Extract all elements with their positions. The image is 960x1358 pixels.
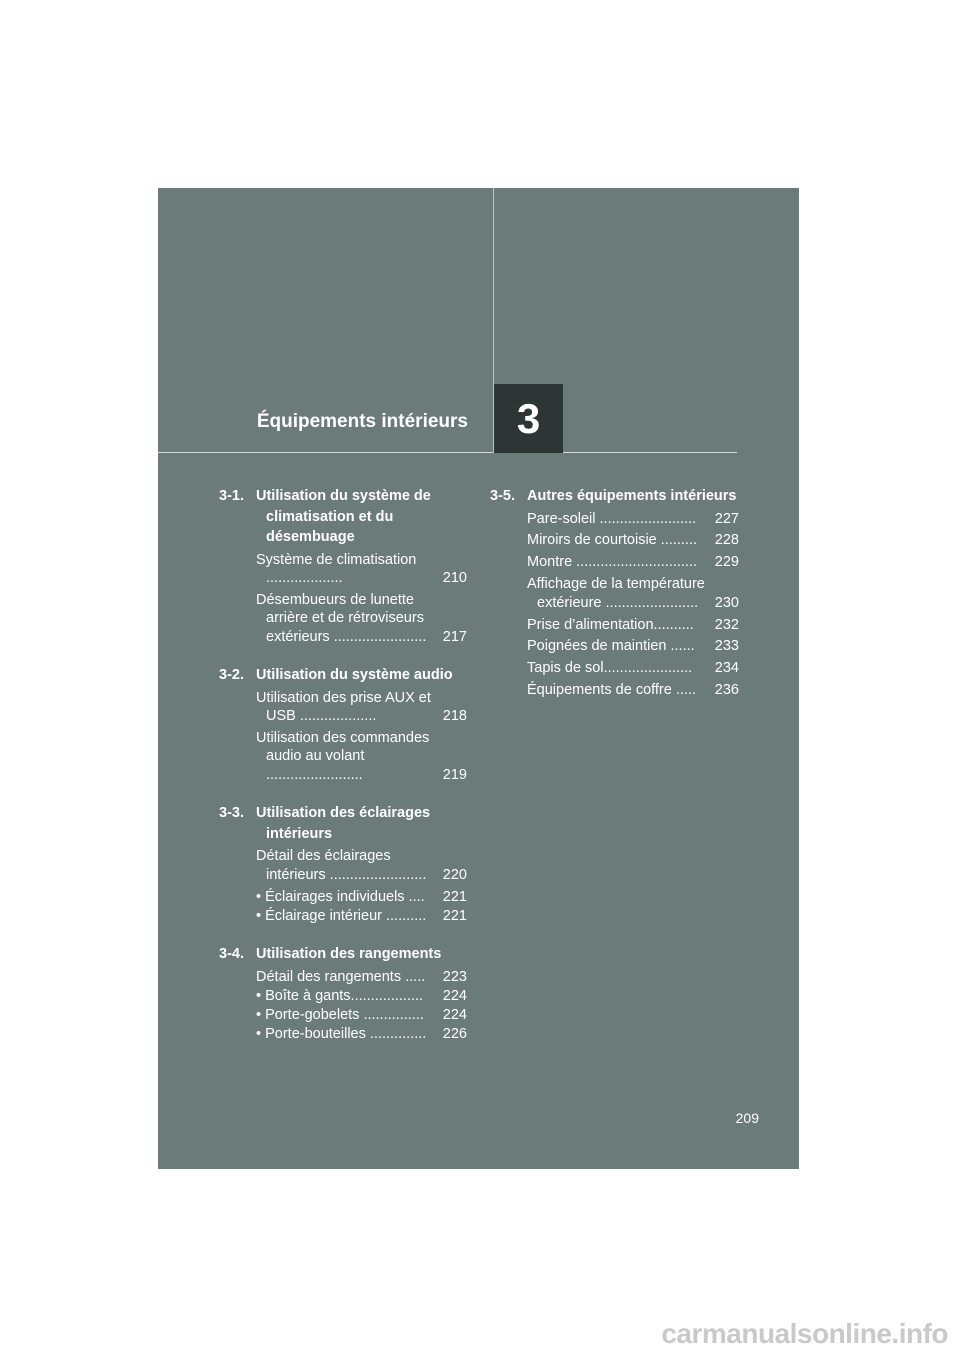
toc-entry[interactable] (219, 591, 467, 647)
toc-entry[interactable] (219, 551, 467, 588)
toc-entry[interactable] (219, 729, 467, 785)
section-number: 3-5. (490, 488, 515, 504)
toc-entry[interactable] (490, 553, 739, 572)
toc-entry[interactable] (219, 888, 467, 907)
toc-entry-page: 233 (714, 638, 739, 655)
toc-entry-page: 221 (442, 888, 467, 905)
toc-entry-page: 217 (442, 628, 467, 645)
toc-entry[interactable] (490, 637, 739, 656)
toc-entry[interactable] (219, 968, 467, 987)
page-number: 209 (735, 1110, 759, 1126)
chapter-title: Équipements intérieurs (256, 411, 468, 432)
toc-entry-text: • Éclairage intérieur .......... (256, 907, 427, 924)
toc-entry-text: Miroirs de courtoisie ......... (527, 532, 698, 549)
toc-entry-page: 221 (442, 907, 467, 924)
toc-entry-text: Utilisation des prise AUX et USB ................... (256, 689, 431, 725)
section-title: Utilisation des éclairages intérieurs (256, 805, 431, 842)
toc-entry-page: 224 (442, 1006, 467, 1023)
toc-entry-page: 228 (714, 532, 739, 549)
toc-entry[interactable] (219, 907, 467, 926)
toc-section (490, 486, 739, 700)
toc-entry-text: Pare-soleil ........................ (527, 510, 697, 527)
toc-entry-page: 218 (442, 708, 467, 725)
toc-column-right (490, 486, 739, 719)
toc-entry[interactable] (219, 847, 467, 884)
chapter-number-badge (493, 384, 563, 453)
toc-entry[interactable] (490, 681, 739, 700)
toc-entry-text: • Éclairages individuels .... (256, 888, 425, 905)
toc-entry-text: Désembueurs de lunette arrière et de rétroviseurs extérieurs ....................... (256, 591, 427, 645)
toc-entry[interactable] (219, 987, 467, 1006)
toc-entry[interactable] (490, 616, 739, 635)
section-number: 3-1. (219, 488, 244, 504)
toc-entry[interactable] (490, 510, 739, 529)
toc-entry[interactable] (219, 689, 467, 726)
toc-entry-page: 234 (714, 660, 739, 677)
toc-entry-page: 229 (714, 554, 739, 571)
toc-entry-page: 210 (442, 570, 467, 586)
toc-entry[interactable] (490, 659, 739, 678)
toc-entry-text: • Porte-gobelets ............... (256, 1006, 424, 1023)
toc-section (219, 665, 467, 784)
toc-entry-text: Équipements de coffre ..... (527, 682, 696, 699)
toc-entry-text: Utilisation des commandes audio au volant ........................ (256, 729, 430, 783)
toc-entry-page: 223 (442, 968, 467, 985)
section-heading[interactable] (490, 486, 739, 507)
chapter-number: 3 (516, 394, 541, 442)
toc-entry-page: 224 (442, 987, 467, 1004)
toc-entry-page: 236 (714, 682, 739, 699)
toc-entry-page: 232 (714, 616, 739, 633)
toc-section (219, 803, 467, 925)
toc-entry[interactable] (219, 1006, 467, 1025)
toc-entry[interactable] (490, 575, 739, 612)
toc-column-left (219, 486, 467, 1062)
toc-entry-page: 227 (714, 510, 739, 527)
section-title: Utilisation du système audio (256, 667, 453, 684)
section-number: 3-2. (219, 667, 244, 684)
section-title: Autres équipements intérieurs (527, 488, 737, 504)
toc-section (219, 486, 467, 646)
toc-entry-text: Détail des rangements ..... (256, 968, 426, 985)
section-heading[interactable] (219, 944, 467, 965)
section-heading[interactable] (219, 803, 467, 844)
toc-entry[interactable] (219, 1025, 467, 1044)
toc-entry-text: Système de climatisation ................... (256, 551, 417, 586)
toc-entry-text: • Boîte à gants.................. (256, 987, 424, 1004)
toc-entry-page: 219 (442, 766, 467, 783)
toc-entry-text: Prise d’alimentation.......... (527, 616, 694, 633)
section-number: 3-4. (219, 946, 244, 963)
toc-entry-text: Détail des éclairages intérieurs ........................ (256, 848, 427, 883)
toc-entry-text: Affichage de la température extérieure ....................... (527, 576, 705, 611)
section-heading[interactable] (219, 665, 467, 686)
divider-vertical (493, 188, 494, 384)
toc-entry-page: 230 (714, 594, 739, 611)
section-number: 3-3. (219, 805, 244, 822)
toc-entry-text: Tapis de sol...................... (527, 660, 693, 677)
section-heading[interactable] (219, 486, 467, 548)
toc-entry-text: Montre .............................. (527, 554, 698, 571)
toc-entry-page: 226 (442, 1025, 467, 1042)
toc-entry-page: 220 (442, 866, 467, 883)
divider-horizontal (158, 452, 737, 453)
toc-section (219, 944, 467, 1043)
toc-entry-text: • Porte-bouteilles .............. (256, 1025, 427, 1042)
toc-entry[interactable] (490, 531, 739, 550)
toc-entry-text: Poignées de maintien ...... (527, 638, 695, 655)
section-title: Utilisation des rangements (256, 946, 442, 963)
section-title: Utilisation du système de climatisation et du désembuage (256, 488, 431, 545)
watermark: carmanualsonline.info (661, 1318, 948, 1349)
